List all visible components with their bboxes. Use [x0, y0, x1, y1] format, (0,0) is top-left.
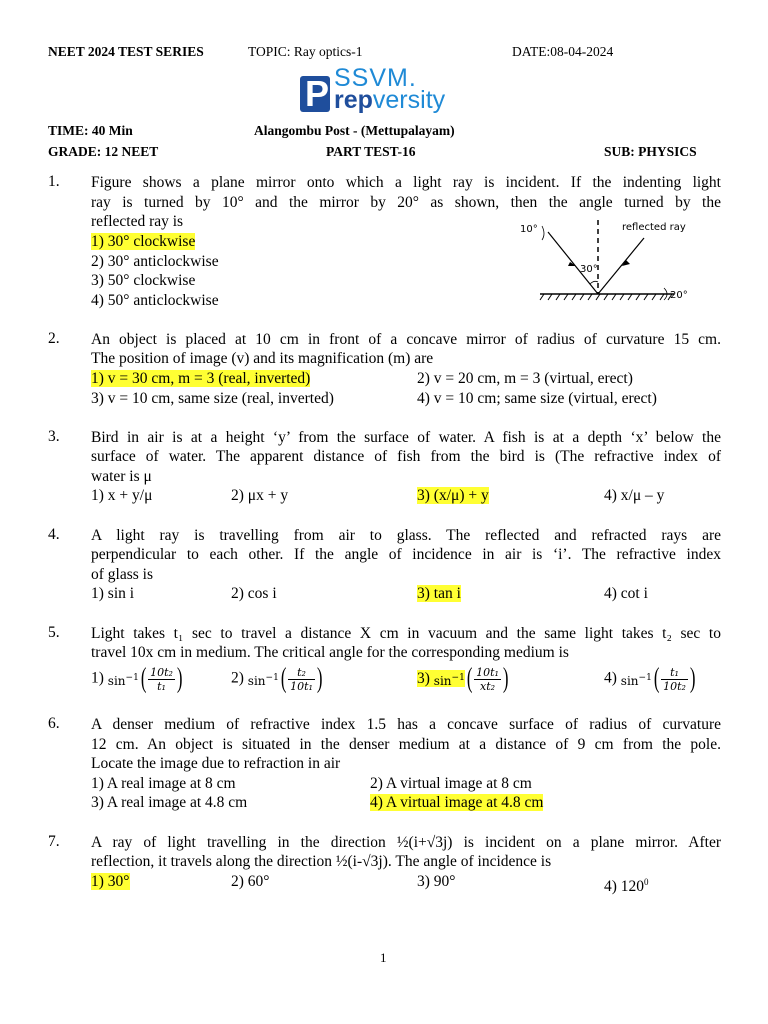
- q7-text-line1: A ray of light travelling in the direction ½(i+√3j) is incident on a plane mirror. After: [91, 834, 721, 851]
- q7-number: 7.: [48, 833, 60, 850]
- q7-text-line2: reflection, it travels along the direction ½(i-√3j). The angle of incidence is: [91, 853, 552, 870]
- q1-text-line1: Figure shows a plane mirror onto which a light ray is incident. If the indenting light: [91, 174, 721, 191]
- q5-option1[interactable]: 1) $\sin^{-1}$( $\frac{\text{10t₂}}{\text{t₁}}$ ): [91, 663, 183, 694]
- logo-prepversity-text: repversity: [334, 86, 446, 114]
- q5-number: 5.: [48, 624, 60, 641]
- q4-option1[interactable]: 1) sin i: [91, 585, 135, 602]
- q5-option2[interactable]: 2) $\sin^{-1}$( $\frac{\text{t₂}}{\text{10t₁}}$ ): [231, 663, 323, 694]
- reflected-ray-label: reflected ray: [622, 222, 686, 233]
- q1-option3[interactable]: 3) 50° clockwise: [91, 272, 196, 289]
- page-number: 1: [380, 950, 387, 965]
- q2-number: 2.: [48, 330, 60, 347]
- angle-10-label: 10°: [520, 224, 538, 235]
- q2-option3[interactable]: 3) v = 10 cm, same size (real, inverted): [91, 390, 334, 407]
- q2-option2[interactable]: 2) v = 20 cm, m = 3 (virtual, erect): [417, 370, 633, 387]
- q3-option4[interactable]: 4) x/μ – y: [604, 487, 665, 504]
- mirror-ray-figure: [518, 216, 698, 306]
- ssvm-prepversity-logo: [300, 64, 460, 116]
- q4-option3[interactable]: 3) tan i: [417, 585, 461, 602]
- part-test: PART TEST-16: [326, 144, 416, 159]
- q2-option4[interactable]: 4) v = 10 cm; same size (virtual, erect): [417, 390, 657, 407]
- q5-option4[interactable]: 4) $\sin^{-1}$( $\frac{\text{t₁}}{\text{10t₂}}$ ): [604, 663, 696, 694]
- grade: GRADE: 12 NEET: [48, 144, 159, 159]
- logo-p-block: P: [300, 76, 330, 112]
- q2-text-line1: An object is placed at 10 cm in front of a concave mirror of radius of curvature 15 cm.: [91, 331, 721, 348]
- q7-option1[interactable]: 1) 30°: [91, 873, 130, 890]
- q3-text-line3: water is μ: [91, 468, 152, 485]
- reflected-ray: [598, 238, 644, 294]
- q4-text-line3: of glass is: [91, 566, 153, 583]
- q1-number: 1.: [48, 173, 60, 190]
- time: TIME: 40 Min: [48, 123, 133, 138]
- q6-option4[interactable]: 4) A virtual image at 4.8 cm: [370, 794, 544, 811]
- q3-text-line2: surface of water. The apparent distance of fish from the bird is (The refractive index of: [91, 448, 721, 465]
- q4-option2[interactable]: 2) cos i: [231, 585, 277, 602]
- q5-option3[interactable]: 3) $\sin^{-1}$( $\frac{\text{10t₁}}{\text{xt₂}}$ ): [417, 663, 509, 694]
- q4-number: 4.: [48, 526, 60, 543]
- subject: SUB: PHYSICS: [604, 144, 697, 159]
- q6-text-line2: 12 cm. An object is situated in the denser medium at a distance of 9 cm from the pole.: [91, 736, 721, 753]
- q5-text-line2: travel 10x cm in medium. The critical angle for the corresponding medium is: [91, 644, 569, 661]
- q7-option4[interactable]: 4) $120^0$: [604, 877, 649, 896]
- q3-option3[interactable]: 3) (x/μ) + y: [417, 487, 489, 504]
- date: DATE:08-04-2024: [512, 44, 614, 59]
- q1-option1[interactable]: 1) 30° clockwise: [91, 233, 196, 250]
- q1-text-line2: ray is turned by 10° and the mirror by 20° as shown, then the angle turned by the: [91, 194, 721, 211]
- q6-option1[interactable]: 1) A real image at 8 cm: [91, 775, 236, 792]
- q3-option2[interactable]: 2) μx + y: [231, 487, 289, 504]
- topic: TOPIC: Ray optics-1: [248, 44, 363, 59]
- venue: Alangombu Post - (Mettupalayam): [254, 123, 455, 138]
- q4-text-line1: A light ray is travelling from air to glass. The reflected and refracted rays are: [91, 527, 721, 544]
- q6-number: 6.: [48, 715, 60, 732]
- q4-text-line2: perpendicular to each other. If the angle of incidence in air is ‘i’. The refractive index: [91, 546, 721, 563]
- q2-text-line2: The position of image (v) and its magnification (m) are: [91, 350, 434, 367]
- angle-30-label: 30°: [580, 264, 598, 275]
- angle-20-label: 20°: [670, 290, 688, 301]
- q4-option4[interactable]: 4) cot i: [604, 585, 648, 602]
- q6-option3[interactable]: 3) A real image at 4.8 cm: [91, 794, 248, 811]
- logo-ssvm-text: SSVM.: [334, 64, 417, 92]
- q7-option2[interactable]: 2) 60°: [231, 873, 270, 890]
- q2-option1[interactable]: 1) v = 30 cm, m = 3 (real, inverted): [91, 370, 311, 387]
- q5-text-line1: Light takes t₁ sec to travel a distance X cm in vacuum and the same light takes t₂ sec to: [91, 625, 721, 642]
- incident-ray: [548, 232, 598, 294]
- q1-text-line3: reflected ray is: [91, 213, 184, 230]
- q1-option2[interactable]: 2) 30° anticlockwise: [91, 253, 219, 270]
- q6-option2[interactable]: 2) A virtual image at 8 cm: [370, 775, 532, 792]
- q1-option4[interactable]: 4) 50° anticlockwise: [91, 292, 219, 309]
- q3-text-line1: Bird in air is at a height ‘y’ from the surface of water. A fish is at a depth ‘x’ below the: [91, 429, 721, 446]
- q7-option3[interactable]: 3) 90°: [417, 873, 456, 890]
- q6-text-line1: A denser medium of refractive index 1.5 has a concave surface of radius of curvature: [91, 716, 721, 733]
- q3-option1[interactable]: 1) x + y/μ: [91, 487, 153, 504]
- series-title: NEET 2024 TEST SERIES: [48, 44, 204, 59]
- q3-number: 3.: [48, 428, 60, 445]
- q6-text-line3: Locate the image due to refraction in air: [91, 755, 341, 772]
- mirror-hatching: [540, 294, 672, 300]
